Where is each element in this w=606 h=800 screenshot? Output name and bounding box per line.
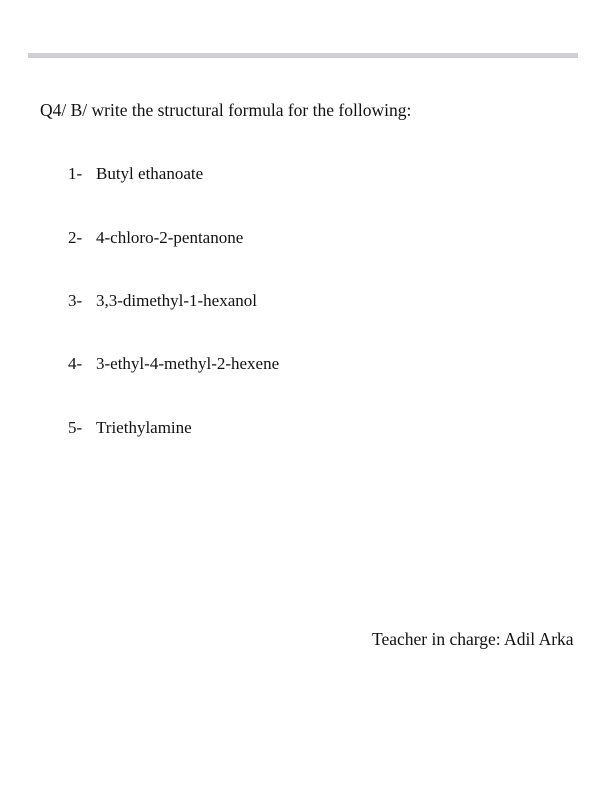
- list-item-number: 3-: [68, 291, 83, 310]
- list-item-number: 5-: [68, 418, 83, 437]
- list-item-text: Triethylamine: [96, 418, 192, 437]
- footer: [0, 626, 578, 652]
- teacher-signature-line: Teacher in charge: Adil Arka: [372, 629, 574, 649]
- top-divider: [28, 53, 578, 58]
- list-item-2: [68, 227, 243, 249]
- list-item-text: 3,3-dimethyl-1-hexanol: [96, 291, 257, 310]
- list-item-number: 4-: [68, 354, 83, 373]
- list-item-5: [68, 417, 192, 439]
- list-item-text: 3-ethyl-4-methyl-2-hexene: [96, 354, 280, 373]
- list-item-4: [68, 353, 279, 375]
- question-heading: Q4/ B/ write the structural formula for the following:: [40, 100, 412, 120]
- list-item-3: [68, 290, 257, 312]
- list-item-number: 1-: [68, 164, 83, 183]
- list-item-text: Butyl ethanoate: [96, 164, 204, 183]
- list-item-number: 2-: [68, 228, 83, 247]
- list-item-text: 4-chloro-2-pentanone: [96, 228, 244, 247]
- list-item-1: [68, 163, 203, 185]
